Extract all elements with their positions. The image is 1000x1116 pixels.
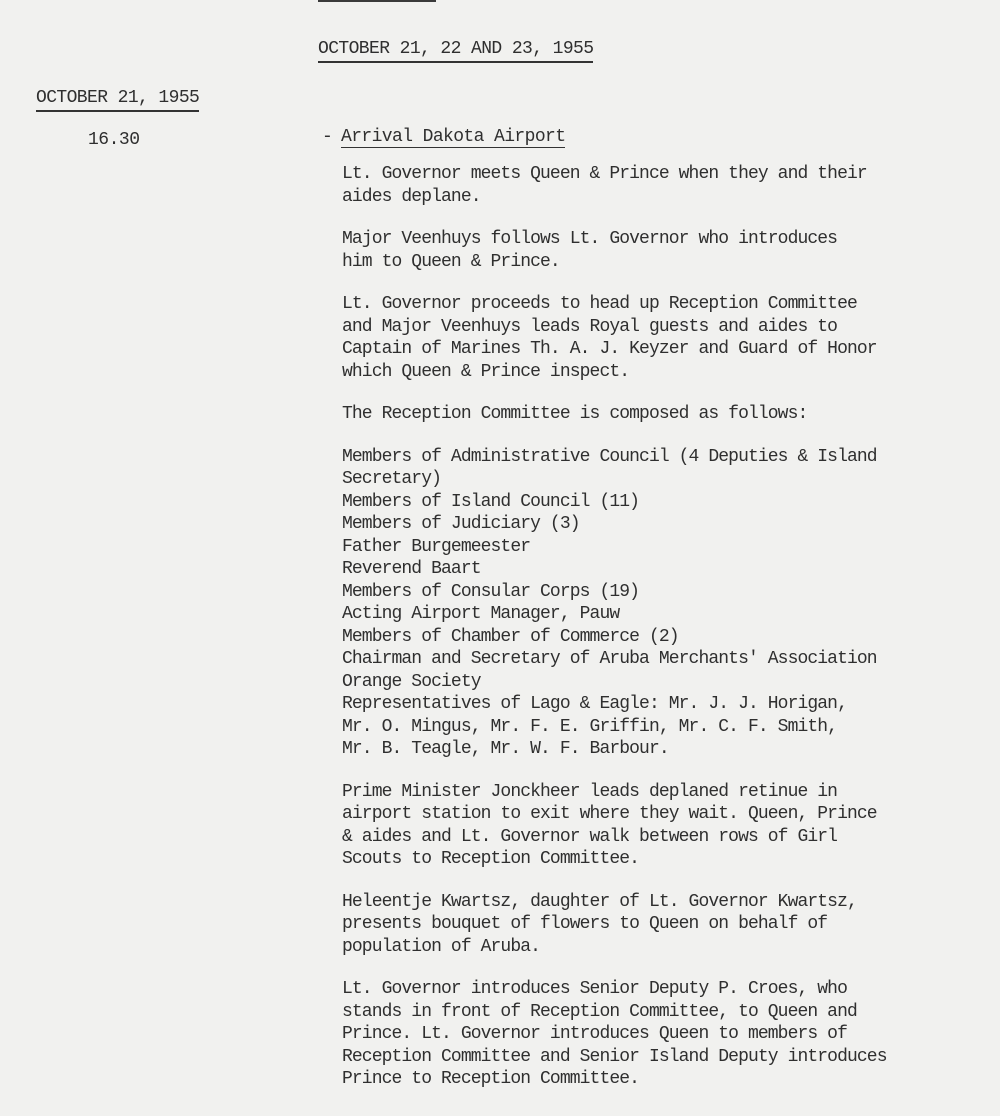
paragraph [342, 781, 982, 871]
paragraph [342, 891, 982, 959]
paragraph-line: Prime Minister Jonckheer leads deplaned retinue in [342, 781, 838, 802]
committee-member-line: Members of Chamber of Commerce (2) [342, 626, 679, 647]
committee-member-line: Father Burgemeester [342, 536, 531, 557]
committee-member-line: Acting Airport Manager, Pauw [342, 604, 620, 624]
paragraph [342, 403, 982, 426]
paragraph [342, 293, 982, 383]
committee-member-line: Reverend Baart [342, 559, 481, 579]
paragraph [342, 163, 982, 208]
paragraph [342, 228, 982, 273]
event-body [342, 163, 982, 1111]
paragraph-line: and Major Veenhuys leads Royal guests and aides to [342, 316, 838, 337]
paragraph-line: Scouts to Reception Committee. [342, 849, 640, 869]
committee-member-list [342, 446, 982, 761]
paragraph-line: The Reception Committee is composed as follows: [342, 404, 808, 424]
document-header-dates: OCTOBER 21, 22 AND 23, 1955 [318, 38, 593, 63]
paragraph-line: aides deplane. [342, 186, 481, 207]
paragraph-line: presents bouquet of flowers to Queen on behalf of [342, 914, 828, 934]
paragraph-line: stands in front of Reception Committee, to Queen and [342, 1001, 857, 1022]
committee-member-line: Orange Society [342, 671, 481, 692]
paragraph-line: him to Queen & Prince. [342, 251, 560, 272]
committee-member-line: Secretary) [342, 469, 442, 489]
committee-member-line: Mr. B. Teagle, Mr. W. F. Barbour. [342, 739, 669, 759]
paragraph-line: Captain of Marines Th. A. J. Keyzer and Guard of Honor [342, 339, 877, 359]
top-rule [318, 0, 436, 2]
paragraph-line: & aides and Lt. Governor walk between rows of Girl [342, 826, 838, 847]
paragraph-line: Lt. Governor introduces Senior Deputy P. Croes, who [342, 979, 847, 999]
paragraph-line: Heleentje Kwartsz, daughter of Lt. Governor Kwartsz, [342, 891, 857, 912]
paragraph-line: Lt. Governor proceeds to head up Reception Committee [342, 294, 857, 314]
paragraph-line: Major Veenhuys follows Lt. Governor who introduces [342, 229, 838, 249]
committee-member-line: Chairman and Secretary of Aruba Merchants' Association [342, 649, 877, 669]
paragraphs-after [342, 781, 982, 1091]
committee-member-line: Members of Judiciary (3) [342, 514, 580, 534]
paragraph-line: which Queen & Prince inspect. [342, 361, 630, 382]
event-title-text: Arrival Dakota Airport [341, 127, 566, 147]
paragraph-line: airport station to exit where they wait. Queen, Prince [342, 804, 877, 824]
committee-member-line: Members of Consular Corps (19) [342, 581, 640, 602]
event-dash: - [322, 127, 333, 147]
event-time: 16.30 [88, 130, 140, 150]
paragraph-line: population of Aruba. [342, 936, 541, 957]
committee-member-line: Mr. O. Mingus, Mr. F. E. Griffin, Mr. C. F. Smith, [342, 716, 838, 737]
event-title [322, 126, 565, 148]
paragraph-line: Prince. Lt. Governor introduces Queen to members of [342, 1024, 847, 1044]
committee-member-line: Representatives of Lago & Eagle: Mr. J. J. Horigan, [342, 694, 847, 714]
paragraphs-before [342, 163, 982, 426]
day-heading: OCTOBER 21, 1955 [36, 87, 199, 112]
committee-member-line: Members of Island Council (11) [342, 491, 640, 512]
paragraph [342, 978, 982, 1091]
paragraph-line: Lt. Governor meets Queen & Prince when they and their [342, 164, 867, 184]
paragraph-line: Reception Committee and Senior Island Deputy introduces [342, 1046, 887, 1067]
paragraph-line: Prince to Reception Committee. [342, 1069, 640, 1089]
committee-member-line: Members of Administrative Council (4 Deputies & Island [342, 446, 877, 467]
